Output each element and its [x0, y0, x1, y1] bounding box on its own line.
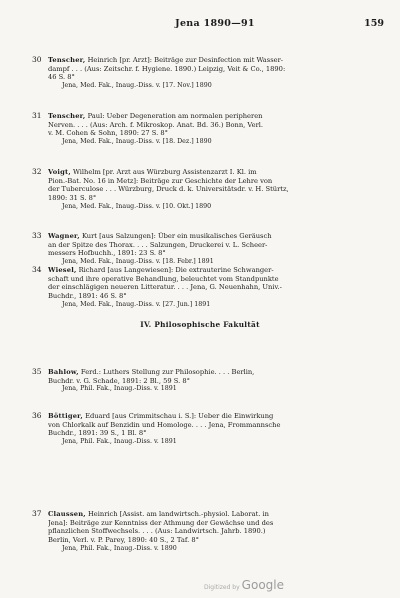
entry-number: 33 — [32, 231, 42, 240]
author-name: Wiesel, — [48, 266, 77, 274]
page-number: 159 — [364, 18, 384, 29]
dissertation-note: Jena, Phil. Fak., Inaug.-Diss. v. 1890 — [62, 544, 177, 552]
entry-body — [48, 232, 388, 267]
entry-line — [48, 527, 388, 536]
dissertation-note: Jena, Phil. Fak., Inaug.-Diss. v. 1891 — [62, 438, 177, 446]
author-name: Tenscher, — [48, 112, 86, 120]
entry-body — [48, 112, 388, 147]
page-header — [40, 18, 390, 32]
dissertation-note: Jena, Med. Fak., Inaug.-Diss. v. [18. Febr.] 1891 — [62, 258, 214, 266]
entry-text: an der Spitze des Thorax. . . . Salzungen, Druckerei v. L. Scheer- — [48, 240, 268, 249]
entry-line — [48, 112, 388, 121]
entry-text: Buchdr. v. G. Schade, 1891: 2 Bl., 59 S. 8° — [48, 376, 191, 385]
entry-text: Ferd.: Luthers Stellung zur Philosophie. . . . Berlin, — [78, 368, 255, 376]
dissertation-note: Jena, Med. Fak., Inaug.-Diss. v. [18. Dez.] 1890 — [62, 138, 212, 146]
entry-line — [48, 510, 388, 519]
entry-text: v. M. Cohen & Sohn, 1890: 27 S. 8° — [48, 129, 168, 138]
author-name: Claussen, — [48, 510, 86, 518]
entry-text: Buchdr., 1891: 39 S., 1 Bl. 8° — [48, 429, 147, 438]
entry-line — [48, 232, 388, 241]
entry-line — [48, 241, 388, 250]
author-name: Tenscher, — [48, 56, 86, 64]
entry-text: Heinrich [pr. Arzt]: Beiträge zur Desinfection mit Wasser- — [85, 56, 284, 64]
entry-text: Berlin, Verl. v. P. Parey, 1890: 40 S., 2 Taf. 8° — [48, 536, 199, 545]
entry-number: 34 — [32, 265, 42, 274]
entry-text: Buchdr., 1891: 46 S. 8° — [48, 292, 127, 301]
entry-line — [48, 368, 388, 377]
entry-text: Heinrich [Assist. am landwirtsch.-physiol. Laborat. in — [85, 510, 269, 518]
entry-text: der Tuberculose . . . Würzburg, Druck d. k. Universitätsdr. v. H. Stürtz, — [48, 185, 289, 194]
watermark-prefix: Digitized by — [203, 584, 240, 591]
entry-text: 1890: 31 S. 8° — [48, 194, 97, 203]
entry-line — [48, 168, 388, 177]
entry-number: 35 — [32, 367, 42, 376]
entry-text: Pion.-Bat. No. 16 in Metz]: Beiträge zur Geschichte der Lehre von — [48, 176, 273, 185]
dissertation-note: Jena, Med. Fak., Inaug.-Diss. v. [27. Jun.] 1891 — [62, 300, 211, 308]
author-name: Wagner, — [48, 232, 80, 240]
digitized-watermark — [204, 578, 284, 592]
entry-body — [48, 412, 388, 447]
entry-number: 37 — [32, 509, 42, 518]
google-logo: Google — [241, 578, 284, 592]
entry-text: Eduard [aus Crimmitschau i. S.]: Ueber die Einwirkung — [82, 412, 274, 420]
entry-number: 30 — [32, 55, 42, 64]
entry-text: Wilhelm [pr. Arzt aus Würzburg Assistenzarzt I. Kl. im — [70, 168, 257, 176]
entry-text: schaft und ihre operative Behandlung, beleuchtet vom Standpunkte — [48, 274, 279, 283]
entry-number: 36 — [32, 411, 42, 420]
entry-line — [48, 73, 388, 82]
entry-body — [48, 510, 388, 554]
entry-number: 32 — [32, 167, 42, 176]
entry-line — [48, 292, 388, 301]
entry-line — [48, 194, 388, 203]
entry-text: messers Hofbuchh., 1891: 23 S. 8° — [48, 249, 166, 258]
entry-line — [48, 65, 388, 74]
entry-line — [48, 412, 388, 421]
entry-line — [48, 185, 388, 194]
entry-line — [48, 177, 388, 186]
entry-line — [48, 275, 388, 284]
entry-line — [48, 266, 388, 275]
entry-text: 46 S. 8° — [48, 73, 75, 82]
author-name: Böttiger, — [48, 412, 83, 420]
running-title: Jena 1890—91 — [175, 18, 255, 29]
entry-body — [48, 56, 388, 91]
entry-line — [48, 121, 388, 130]
entry-line — [48, 249, 388, 258]
entry-text: Jena]: Beiträge zur Kenntniss der Athmung der Gewächse und des — [48, 518, 274, 527]
dissertation-note: Jena, Med. Fak., Inaug.-Diss. v. [10. Okt.] 1890 — [62, 202, 212, 210]
entry-number: 31 — [32, 111, 42, 120]
dissertation-note: Jena, Phil. Fak., Inaug.-Diss. v. 1891 — [62, 385, 177, 393]
entry-body — [48, 368, 388, 394]
entry-line — [48, 421, 388, 430]
entry-line — [48, 536, 388, 545]
section-heading: IV. Philosophische Fakultät — [140, 320, 260, 329]
entry-text: dampf . . . (Aus: Zeitschr. f. Hygiene. 1890.) Leipzig, Veit & Co., 1890: — [48, 64, 286, 73]
entry-line — [48, 519, 388, 528]
entry-body — [48, 266, 388, 310]
entry-line — [48, 56, 388, 65]
entry-text: von Chlorkalk auf Benzidin und Homologe. . . . Jena, Frommannsche — [48, 420, 281, 429]
entry-line — [48, 377, 388, 386]
entry-line — [48, 283, 388, 292]
entry-body — [48, 168, 388, 212]
entry-text: der einschlägigen neueren Litteratur. . . . Jena, G. Neuenhahn, Univ.- — [48, 283, 282, 292]
entry-text: Paul: Ueber Degeneration am normalen peripheren — [85, 112, 263, 120]
entry-text: Nerven. . . . (Aus: Arch. f. Mikroskop. Anat. Bd. 36.) Bonn, Verl. — [48, 120, 264, 129]
author-name: Bahlow, — [48, 368, 79, 376]
author-name: Voigt, — [48, 168, 71, 176]
entry-text: Richard [aus Langewiesen]: Die extrauterine Schwanger- — [76, 266, 274, 274]
entry-line — [48, 129, 388, 138]
entry-text: Kurt [aus Salzungen]: Über ein musikalisches Geräusch — [79, 232, 272, 240]
entry-text: pflanzlichen Stoffwechsels. . . . (Aus: Landwirtsch. Jahrb. 1890.) — [48, 527, 266, 536]
dissertation-note: Jena, Med. Fak., Inaug.-Diss. v. [17. Nov.] 1890 — [62, 82, 212, 90]
entry-line — [48, 429, 388, 438]
